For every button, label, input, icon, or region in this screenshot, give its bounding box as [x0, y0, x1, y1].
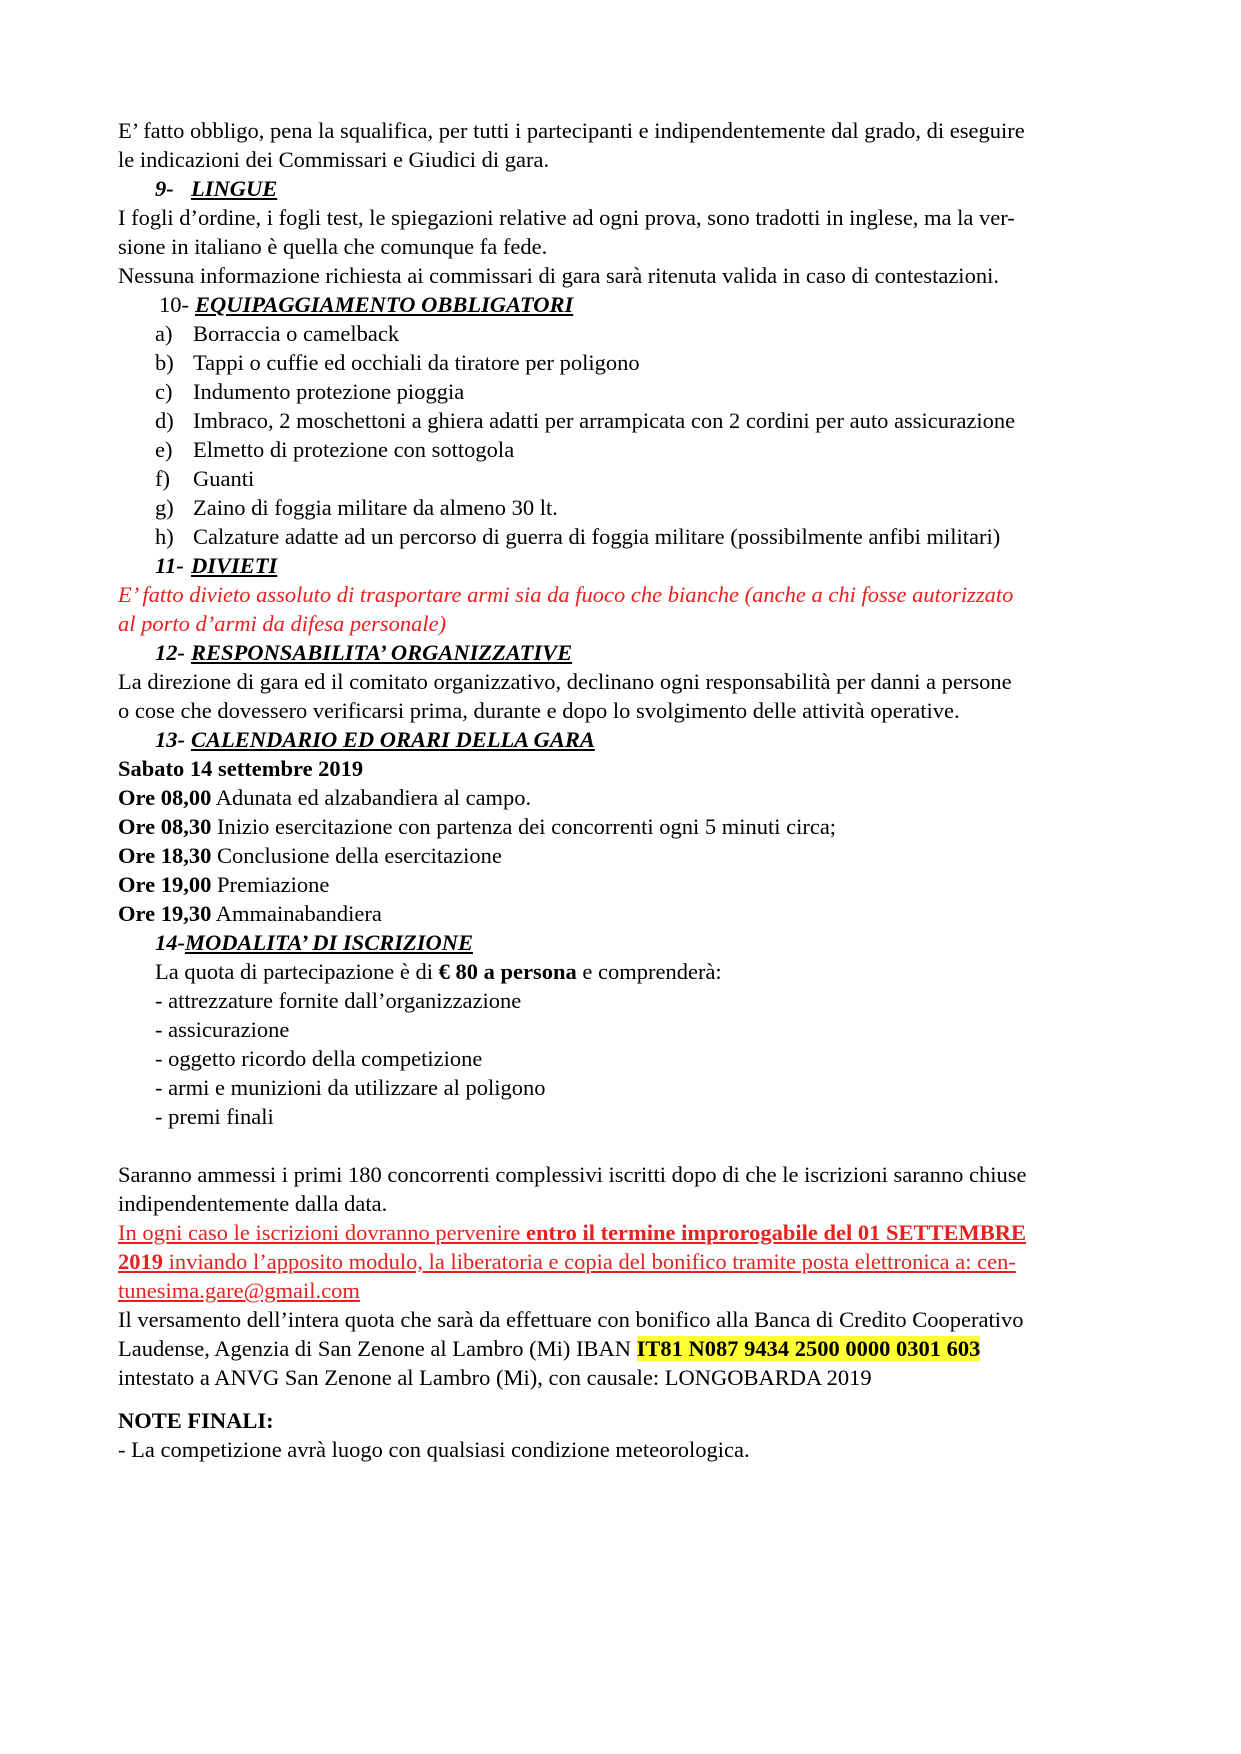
section-12-heading	[118, 638, 1130, 667]
section-13-number: 13-	[155, 727, 185, 752]
section-12-body	[118, 667, 1130, 725]
document-page	[118, 116, 1130, 1464]
schedule-row	[118, 812, 1130, 841]
list-item: - armi e munizioni da utilizzare al poligono	[155, 1075, 546, 1100]
schedule-time: Ore 08,00	[118, 785, 212, 810]
payment-line-3: intestato a ANVG San Zenone al Lambro (Mi), con causale: LONGOBARDA 2019	[118, 1365, 872, 1390]
payment-line-2: Laudense, Agenzia di San Zenone al Lambro (Mi) IBAN IT81 N087 9434 2500 0000 0301 603	[118, 1336, 981, 1361]
deadline-paragraph	[118, 1218, 1130, 1305]
list-item: f) Guanti	[155, 466, 255, 491]
section-11-line-1: E’ fatto divieto assoluto di trasportare armi sia da fuoco che bianche (anche a chi fosse autorizzato	[118, 582, 1014, 607]
admission-line-2: indipendentemente dalla data.	[118, 1191, 388, 1216]
deadline-line-1: In ogni caso le iscrizioni dovranno pervenire entro il termine improrogabile del 01 SETTEMBRE	[118, 1220, 1026, 1245]
notes-item: - La competizione avrà luogo con qualsiasi condizione meteorologica.	[118, 1437, 750, 1462]
list-item: c) Indumento protezione pioggia	[155, 379, 465, 404]
section-13-heading	[118, 725, 1130, 754]
section-13-title: CALENDARIO ED ORARI DELLA GARA	[191, 727, 595, 752]
section-11-title: DIVIETI	[191, 553, 278, 578]
section-14-number: 14-	[155, 930, 185, 955]
schedule-row	[118, 899, 1130, 928]
list-item: e) Elmetto di protezione con sottogola	[155, 437, 515, 462]
fee-line: La quota di partecipazione è di € 80 a persona e comprenderà:	[155, 959, 722, 984]
admission-paragraph	[118, 1160, 1130, 1218]
email-address[interactable]: tunesima.gare@gmail.com	[118, 1278, 360, 1303]
schedule-activity: Premiazione	[216, 872, 330, 897]
list-item: - oggetto ricordo della competizione	[155, 1046, 483, 1071]
section-11-number: 11-	[155, 553, 184, 578]
section-9-line-1: I fogli d’ordine, i fogli test, le spiegazioni relative ad ogni prova, sono tradotti in inglese, ma la ver-	[118, 205, 1015, 230]
event-date: Sabato 14 settembre 2019	[118, 756, 364, 781]
schedule-activity: Conclusione della esercitazione	[216, 843, 502, 868]
section-11-heading	[118, 551, 1130, 580]
schedule-time: Ore 18,30	[118, 843, 212, 868]
admission-line-1: Saranno ammessi i primi 180 concorrenti complessivi iscritti dopo di che le iscrizioni saranno chiuse	[118, 1162, 1027, 1187]
schedule-list	[118, 783, 1130, 928]
section-9-title: LINGUE	[191, 176, 278, 201]
section-9-number: 9-	[155, 176, 174, 201]
payment-line-1: Il versamento dell’intera quota che sarà da effettuare con bonifico alla Banca di Credito Cooperativo	[118, 1307, 1024, 1332]
list-item: - attrezzature fornite dall’organizzazione	[155, 988, 522, 1013]
section-10-heading	[118, 290, 1130, 319]
section-12-title: RESPONSABILITA’ ORGANIZZATIVE	[191, 640, 573, 665]
list-item: g) Zaino di foggia militare da almeno 30 lt.	[155, 495, 558, 520]
intro-line-2: le indicazioni dei Commissari e Giudici di gara.	[118, 147, 550, 172]
schedule-activity: Ammainabandiera	[215, 901, 382, 926]
deadline-line-2: 2019 inviando l’apposito modulo, la liberatoria e copia del bonifico tramite posta elettronica a: cen-	[118, 1249, 1016, 1274]
schedule-row	[118, 841, 1130, 870]
section-9-line-3: Nessuna informazione richiesta ai commissari di gara sarà ritenuta valida in caso di contestazioni.	[118, 263, 999, 288]
section-10-number: 10-	[159, 292, 189, 317]
schedule-activity: Inizio esercitazione con partenza dei concorrenti ogni 5 minuti circa;	[216, 814, 837, 839]
list-item: a) Borraccia o camelback	[155, 321, 400, 346]
payment-paragraph	[118, 1305, 1130, 1392]
list-item: - assicurazione	[155, 1017, 290, 1042]
intro-paragraph	[118, 116, 1130, 174]
fee-includes-list	[118, 986, 1130, 1131]
equipment-list	[118, 319, 1130, 551]
list-item: b) Tappi o cuffie ed occhiali da tiratore per poligono	[155, 350, 640, 375]
section-12-number: 12-	[155, 640, 185, 665]
schedule-row	[118, 870, 1130, 899]
fee-amount: € 80 a persona	[438, 959, 577, 984]
schedule-activity: Adunata ed alzabandiera al campo.	[215, 785, 532, 810]
notes-title: NOTE FINALI:	[118, 1408, 274, 1433]
section-12-line-1: La direzione di gara ed il comitato organizzativo, declinano ogni responsabilità per danni a persone	[118, 669, 1012, 694]
intro-line-1: E’ fatto obbligo, pena la squalifica, per tutti i partecipanti e indipendentemente dal grado, di eseguire	[118, 118, 1025, 143]
section-14-heading	[118, 928, 1130, 957]
schedule-row	[118, 783, 1130, 812]
section-14-title: MODALITA’ DI ISCRIZIONE	[185, 930, 473, 955]
schedule-time: Ore 19,00	[118, 872, 212, 897]
section-11-line-2: al porto d’armi da difesa personale)	[118, 611, 447, 636]
list-item: - premi finali	[155, 1104, 274, 1129]
iban-code: IT81 N087 9434 2500 0000 0301 603	[636, 1336, 981, 1361]
section-9-body	[118, 203, 1130, 290]
schedule-time: Ore 19,30	[118, 901, 212, 926]
section-11-body	[118, 580, 1130, 638]
section-9-heading	[118, 174, 1130, 203]
schedule-time: Ore 08,30	[118, 814, 212, 839]
list-item: d) Imbraco, 2 moschettoni a ghiera adatti per arrampicata con 2 cordini per auto assicurazione	[155, 408, 1016, 433]
section-10-title: EQUIPAGGIAMENTO OBBLIGATORI	[195, 292, 574, 317]
section-12-line-2: o cose che dovessero verificarsi prima, durante e dopo lo svolgimento delle attività operative.	[118, 698, 960, 723]
list-item: h) Calzature adatte ad un percorso di guerra di foggia militare (possibilmente anfibi militari)	[155, 524, 1001, 549]
section-9-line-2: sione in italiano è quella che comunque fa fede.	[118, 234, 548, 259]
